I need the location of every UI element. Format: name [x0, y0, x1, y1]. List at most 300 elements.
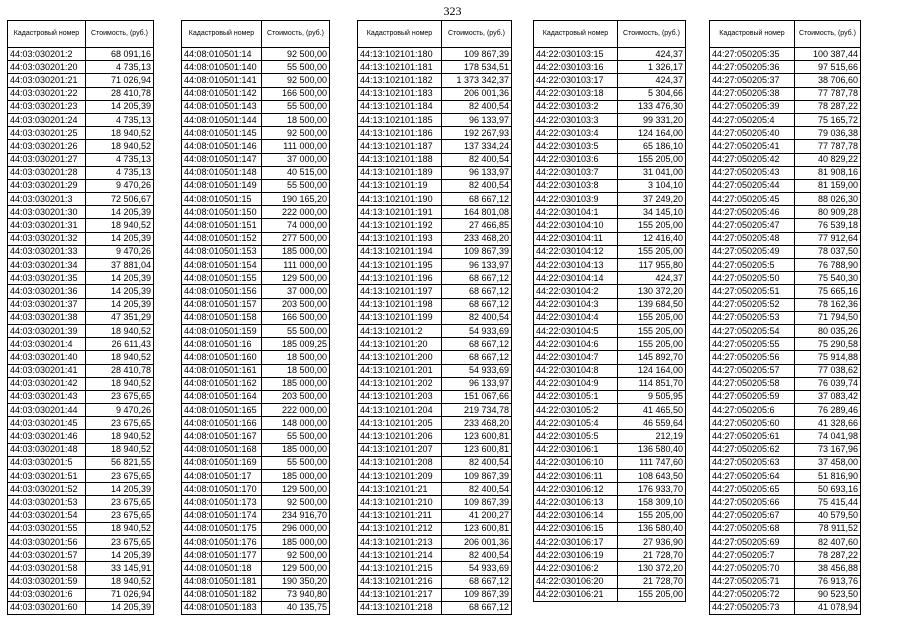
- cadastral-number-cell: 44:03:030201:38: [8, 311, 86, 324]
- cadastral-number-cell: 44:13:102101:217: [358, 588, 442, 601]
- cadastral-number-cell: 44:27:050205:49: [710, 245, 795, 258]
- cadastral-number-cell: 44:03:030201:4: [8, 338, 86, 351]
- cost-cell: 78 162,36: [795, 298, 861, 311]
- table-row: [8, 562, 154, 575]
- cadastral-number-cell: 44:03:030201:40: [8, 351, 86, 364]
- table-row: [358, 74, 512, 87]
- table-row: [710, 232, 861, 245]
- cadastral-number-cell: 44:03:030201:21: [8, 74, 86, 87]
- cadastral-number-cell: 44:27:050205:68: [710, 522, 795, 535]
- cost-cell: 72 506,67: [86, 193, 154, 206]
- table-row: [358, 153, 512, 166]
- table-row: [710, 601, 861, 614]
- cadastral-number-cell: 44:27:050205:48: [710, 232, 795, 245]
- table-row: [8, 219, 154, 232]
- cadastral-number-cell: 44:13:102101:19: [358, 179, 442, 192]
- cadastral-number-cell: 44:08:010501:170: [182, 483, 262, 496]
- table-row: [710, 245, 861, 258]
- table-row: [534, 193, 686, 206]
- cadastral-number-cell: 44:22:030106:17: [534, 535, 618, 548]
- cadastral-number-cell: 44:22:030104:13: [534, 259, 618, 272]
- cadastral-number-cell: 44:03:030201:36: [8, 285, 86, 298]
- cost-cell: 14 205,39: [86, 232, 154, 245]
- cadastral-number-cell: 44:08:010501:146: [182, 140, 262, 153]
- cadastral-number-cell: 44:03:030201:51: [8, 470, 86, 483]
- cost-cell: 82 400,54: [442, 179, 512, 192]
- cost-cell: 55 500,00: [262, 100, 330, 113]
- cadastral-number-cell: 44:13:102101:205: [358, 417, 442, 430]
- table-row: [710, 298, 861, 311]
- table-row: [8, 443, 154, 456]
- cost-cell: 155 205,00: [618, 153, 686, 166]
- cadastral-number-cell: 44:22:030104:3: [534, 298, 618, 311]
- table-row: [182, 601, 330, 614]
- table-row: [358, 113, 512, 126]
- table-row: [534, 562, 686, 575]
- cost-cell: 68 667,12: [442, 351, 512, 364]
- cost-cell: 26 611,43: [86, 338, 154, 351]
- cost-cell: 68 667,12: [442, 285, 512, 298]
- cost-cell: 40 579,50: [795, 509, 861, 522]
- cost-cell: 203 500,00: [262, 298, 330, 311]
- table-row: [710, 588, 861, 601]
- cost-cell: 88 026,30: [795, 193, 861, 206]
- cost-cell: 155 205,00: [618, 588, 686, 601]
- cost-cell: 192 267,93: [442, 127, 512, 140]
- cost-cell: 23 675,65: [86, 496, 154, 509]
- table-row: [8, 601, 154, 614]
- cadastral-number-cell: 44:08:010501:173: [182, 496, 262, 509]
- cost-cell: 277 500,00: [262, 232, 330, 245]
- cost-cell: 80 035,26: [795, 324, 861, 337]
- cost-cell: 108 643,50: [618, 470, 686, 483]
- cost-cell: 18 940,52: [86, 324, 154, 337]
- table-row: [710, 113, 861, 126]
- table-row: [8, 87, 154, 100]
- cadastral-number-cell: 44:03:030201:39: [8, 324, 86, 337]
- table-row: [534, 364, 686, 377]
- cost-cell: 18 940,52: [86, 140, 154, 153]
- cadastral-number-cell: 44:22:030104:8: [534, 364, 618, 377]
- cost-cell: 178 534,51: [442, 61, 512, 74]
- table-row: [710, 193, 861, 206]
- cost-cell: 155 205,00: [618, 219, 686, 232]
- table-row: [534, 430, 686, 443]
- cadastral-number-cell: 44:22:030104:7: [534, 351, 618, 364]
- table-row: [8, 245, 154, 258]
- cadastral-number-cell: 44:03:030201:44: [8, 404, 86, 417]
- cadastral-number-cell: 44:13:102101:216: [358, 575, 442, 588]
- cadastral-number-cell: 44:22:030106:19: [534, 549, 618, 562]
- cost-cell: 145 892,70: [618, 351, 686, 364]
- cost-cell: 151 067,66: [442, 390, 512, 403]
- cadastral-number-cell: 44:08:010501:15: [182, 193, 262, 206]
- table-row: [358, 219, 512, 232]
- cadastral-number-cell: 44:27:050205:58: [710, 377, 795, 390]
- cadastral-number-cell: 44:27:050205:41: [710, 140, 795, 153]
- cost-cell: 71 794,50: [795, 311, 861, 324]
- cost-cell: 129 500,00: [262, 272, 330, 285]
- cost-cell: 41 465,50: [618, 404, 686, 417]
- table-row: [8, 430, 154, 443]
- table-row: [710, 562, 861, 575]
- cadastral-number-cell: 44:27:050205:42: [710, 153, 795, 166]
- table-row: [358, 601, 512, 614]
- cadastral-number-cell: 44:08:010501:176: [182, 535, 262, 548]
- table-row: [358, 377, 512, 390]
- cost-cell: 424,37: [618, 272, 686, 285]
- cadastral-number-cell: 44:08:010501:155: [182, 272, 262, 285]
- cadastral-number-cell: 44:27:050205:39: [710, 100, 795, 113]
- cost-cell: 68 667,12: [442, 575, 512, 588]
- table-row: [710, 153, 861, 166]
- cost-cell: 129 500,00: [262, 483, 330, 496]
- table-row: [358, 232, 512, 245]
- table-row: [534, 127, 686, 140]
- table-row: [534, 483, 686, 496]
- cost-cell: 9 470,26: [86, 245, 154, 258]
- cost-cell: 40 135,75: [262, 601, 330, 614]
- table-row: [182, 456, 330, 469]
- table-row: [182, 113, 330, 126]
- cadastral-number-cell: 44:03:030201:30: [8, 206, 86, 219]
- cost-cell: 55 500,00: [262, 61, 330, 74]
- table-row: [182, 535, 330, 548]
- cost-cell: 129 500,00: [262, 562, 330, 575]
- cost-cell: 424,37: [618, 48, 686, 61]
- cadastral-number-cell: 44:22:030106:14: [534, 509, 618, 522]
- table-row: [710, 549, 861, 562]
- cadastral-number-cell: 44:13:102101:215: [358, 562, 442, 575]
- cadastral-number-cell: 44:08:010501:152: [182, 232, 262, 245]
- table-row: [182, 272, 330, 285]
- cadastral-number-cell: 44:27:050205:67: [710, 509, 795, 522]
- cadastral-number-cell: 44:27:050205:55: [710, 338, 795, 351]
- cadastral-number-cell: 44:13:102101:195: [358, 259, 442, 272]
- cadastral-number-cell: 44:03:030201:29: [8, 179, 86, 192]
- header-cost: Стоимость, (руб.): [442, 21, 512, 48]
- cadastral-number-cell: 44:27:050205:72: [710, 588, 795, 601]
- header-cadastral-number: Кадастровый номер: [710, 21, 795, 48]
- cost-cell: 27 466,85: [442, 219, 512, 232]
- cost-cell: 73 167,96: [795, 443, 861, 456]
- cadastral-number-cell: 44:22:030106:13: [534, 496, 618, 509]
- table-row: [358, 522, 512, 535]
- table-row: [358, 351, 512, 364]
- table-row: [182, 166, 330, 179]
- cost-cell: 18 940,52: [86, 522, 154, 535]
- cadastral-number-cell: 44:27:050205:43: [710, 166, 795, 179]
- cost-cell: 18 940,52: [86, 575, 154, 588]
- cost-cell: 23 675,65: [86, 417, 154, 430]
- table-row: [534, 311, 686, 324]
- table-row: [182, 140, 330, 153]
- cost-cell: 76 913,76: [795, 575, 861, 588]
- cadastral-number-cell: 44:03:030201:53: [8, 496, 86, 509]
- table-row: [182, 87, 330, 100]
- table-row: [182, 61, 330, 74]
- cadastral-number-cell: 44:08:010501:149: [182, 179, 262, 192]
- cadastral-number-cell: 44:13:102101:181: [358, 61, 442, 74]
- table-row: [8, 113, 154, 126]
- cadastral-number-cell: 44:08:010501:18: [182, 562, 262, 575]
- cost-cell: 96 133,97: [442, 259, 512, 272]
- cadastral-number-cell: 44:22:030103:9: [534, 193, 618, 206]
- cost-cell: 219 734,78: [442, 404, 512, 417]
- cadastral-number-cell: 44:03:030201:24: [8, 113, 86, 126]
- cost-cell: 5 304,66: [618, 87, 686, 100]
- cost-cell: 75 914,88: [795, 351, 861, 364]
- table-row: [534, 338, 686, 351]
- cadastral-number-cell: 44:08:010501:16: [182, 338, 262, 351]
- table-row: [534, 390, 686, 403]
- cost-cell: 41 200,27: [442, 509, 512, 522]
- cost-cell: 18 940,52: [86, 377, 154, 390]
- cadastral-number-cell: 44:22:030106:20: [534, 575, 618, 588]
- cost-cell: 81 159,00: [795, 179, 861, 192]
- table-row: [710, 61, 861, 74]
- cost-cell: 9 505,95: [618, 390, 686, 403]
- table-row: [182, 549, 330, 562]
- table-row: [8, 140, 154, 153]
- table-row: [710, 219, 861, 232]
- table-row: [8, 285, 154, 298]
- table-row: [8, 74, 154, 87]
- cadastral-number-cell: 44:27:050205:46: [710, 206, 795, 219]
- table-row: [8, 575, 154, 588]
- cadastral-number-cell: 44:27:050205:56: [710, 351, 795, 364]
- table-row: [8, 311, 154, 324]
- table-header-row: [182, 21, 330, 48]
- cadastral-number-cell: 44:22:030106:11: [534, 470, 618, 483]
- table-row: [534, 470, 686, 483]
- cadastral-number-cell: 44:03:030201:37: [8, 298, 86, 311]
- cost-cell: 56 821,55: [86, 456, 154, 469]
- table-row: [182, 232, 330, 245]
- cost-cell: 155 205,00: [618, 324, 686, 337]
- cadastral-number-cell: 44:03:030201:22: [8, 87, 86, 100]
- cost-cell: 28 410,78: [86, 364, 154, 377]
- table-row: [182, 509, 330, 522]
- cost-cell: 18 940,52: [86, 351, 154, 364]
- cost-cell: 71 026,94: [86, 74, 154, 87]
- cadastral-number-cell: 44:13:102101:189: [358, 166, 442, 179]
- cost-cell: 54 933,69: [442, 364, 512, 377]
- cost-cell: 55 500,00: [262, 324, 330, 337]
- table-row: [358, 245, 512, 258]
- cost-cell: 18 940,52: [86, 127, 154, 140]
- cadastral-number-cell: 44:08:010501:140: [182, 61, 262, 74]
- cost-cell: 96 133,97: [442, 377, 512, 390]
- cost-cell: 97 515,66: [795, 61, 861, 74]
- table-row: [358, 496, 512, 509]
- table-row: [8, 61, 154, 74]
- table-row: [710, 430, 861, 443]
- table-row: [182, 430, 330, 443]
- cadastral-number-cell: 44:03:030201:57: [8, 549, 86, 562]
- cost-cell: 76 039,74: [795, 377, 861, 390]
- cost-cell: 139 684,50: [618, 298, 686, 311]
- cost-cell: 77 787,78: [795, 140, 861, 153]
- cost-cell: 185 000,00: [262, 443, 330, 456]
- cadastral-number-cell: 44:27:050205:57: [710, 364, 795, 377]
- cost-cell: 37 000,00: [262, 285, 330, 298]
- cadastral-number-cell: 44:27:050205:6: [710, 404, 795, 417]
- table-row: [182, 100, 330, 113]
- cost-cell: 82 400,54: [442, 483, 512, 496]
- cost-cell: 37 000,00: [262, 153, 330, 166]
- cadastral-number-cell: 44:22:030104:10: [534, 219, 618, 232]
- cost-cell: 75 415,44: [795, 496, 861, 509]
- cost-cell: 4 735,13: [86, 166, 154, 179]
- table-row: [358, 193, 512, 206]
- cadastral-table: [357, 20, 512, 615]
- cost-cell: 14 205,39: [86, 285, 154, 298]
- cadastral-number-cell: 44:03:030201:33: [8, 245, 86, 258]
- cadastral-number-cell: 44:13:102101:201: [358, 364, 442, 377]
- table-row: [358, 535, 512, 548]
- cost-cell: 14 205,39: [86, 483, 154, 496]
- cost-cell: 4 735,13: [86, 113, 154, 126]
- cadastral-number-cell: 44:08:010501:166: [182, 417, 262, 430]
- cadastral-number-cell: 44:22:030106:12: [534, 483, 618, 496]
- table-row: [358, 166, 512, 179]
- table-row: [182, 259, 330, 272]
- table-row: [710, 311, 861, 324]
- cadastral-number-cell: 44:22:030103:8: [534, 179, 618, 192]
- cadastral-number-cell: 44:27:050205:47: [710, 219, 795, 232]
- table-row: [710, 140, 861, 153]
- cadastral-number-cell: 44:08:010501:148: [182, 166, 262, 179]
- cadastral-number-cell: 44:27:050205:52: [710, 298, 795, 311]
- cost-cell: 148 000,00: [262, 417, 330, 430]
- table-row: [8, 232, 154, 245]
- cadastral-number-cell: 44:13:102101:198: [358, 298, 442, 311]
- cadastral-number-cell: 44:13:102101:211: [358, 509, 442, 522]
- cost-cell: 123 600,81: [442, 522, 512, 535]
- table-row: [534, 179, 686, 192]
- table-row: [534, 285, 686, 298]
- page-number: 323: [443, 4, 462, 18]
- table-row: [358, 338, 512, 351]
- cost-cell: 114 851,70: [618, 377, 686, 390]
- cost-cell: 424,37: [618, 74, 686, 87]
- cost-cell: 68 667,12: [442, 338, 512, 351]
- cost-cell: 74 000,00: [262, 219, 330, 232]
- table-row: [182, 193, 330, 206]
- cost-cell: 78 911,52: [795, 522, 861, 535]
- cadastral-number-cell: 44:08:010501:141: [182, 74, 262, 87]
- cost-cell: 14 205,39: [86, 206, 154, 219]
- table-row: [8, 272, 154, 285]
- table-row: [710, 417, 861, 430]
- cadastral-number-cell: 44:22:030103:3: [534, 113, 618, 126]
- cadastral-number-cell: 44:03:030201:59: [8, 575, 86, 588]
- table-row: [710, 285, 861, 298]
- cadastral-number-cell: 44:22:030103:15: [534, 48, 618, 61]
- table-row: [358, 61, 512, 74]
- table-header-row: [534, 21, 686, 48]
- table-row: [534, 324, 686, 337]
- table-row: [534, 113, 686, 126]
- table-row: [358, 549, 512, 562]
- table-row: [534, 61, 686, 74]
- cost-cell: 185 000,00: [262, 535, 330, 548]
- table-row: [182, 127, 330, 140]
- cost-cell: 77 787,78: [795, 87, 861, 100]
- cadastral-number-cell: 44:13:102101:197: [358, 285, 442, 298]
- cost-cell: 23 675,65: [86, 390, 154, 403]
- cadastral-number-cell: 44:27:050205:71: [710, 575, 795, 588]
- cost-cell: 68 667,12: [442, 298, 512, 311]
- table-row: [182, 311, 330, 324]
- table-row: [8, 496, 154, 509]
- table-row: [358, 509, 512, 522]
- table-row: [8, 206, 154, 219]
- table-row: [358, 456, 512, 469]
- cadastral-number-cell: 44:27:050205:45: [710, 193, 795, 206]
- cadastral-number-cell: 44:27:050205:61: [710, 430, 795, 443]
- cadastral-number-cell: 44:08:010501:157: [182, 298, 262, 311]
- cost-cell: 14 205,39: [86, 601, 154, 614]
- cadastral-table: [7, 20, 154, 615]
- table-row: [358, 588, 512, 601]
- cadastral-number-cell: 44:08:010501:17: [182, 470, 262, 483]
- cost-cell: 23 675,65: [86, 535, 154, 548]
- table-row: [710, 509, 861, 522]
- cadastral-number-cell: 44:22:030106:1: [534, 443, 618, 456]
- cadastral-number-cell: 44:03:030201:56: [8, 535, 86, 548]
- table-row: [534, 100, 686, 113]
- cadastral-number-cell: 44:08:010501:147: [182, 153, 262, 166]
- cost-cell: 155 205,00: [618, 338, 686, 351]
- table-row: [182, 417, 330, 430]
- table-row: [534, 298, 686, 311]
- cadastral-number-cell: 44:13:102101:194: [358, 245, 442, 258]
- table-row: [534, 206, 686, 219]
- cadastral-number-cell: 44:13:102101:212: [358, 522, 442, 535]
- cost-cell: 55 500,00: [262, 456, 330, 469]
- cost-cell: 54 933,69: [442, 324, 512, 337]
- table-row: [8, 127, 154, 140]
- table-row: [8, 324, 154, 337]
- cadastral-number-cell: 44:03:030201:6: [8, 588, 86, 601]
- cadastral-number-cell: 44:03:030201:2: [8, 48, 86, 61]
- cost-cell: 73 940,80: [262, 588, 330, 601]
- table-row: [8, 166, 154, 179]
- cost-cell: 38 456,88: [795, 562, 861, 575]
- cost-cell: 92 500,00: [262, 48, 330, 61]
- cadastral-number-cell: 44:08:010501:181: [182, 575, 262, 588]
- table-row: [534, 272, 686, 285]
- table-row: [358, 100, 512, 113]
- cost-cell: 136 580,40: [618, 522, 686, 535]
- cadastral-number-cell: 44:08:010501:160: [182, 351, 262, 364]
- table-row: [534, 549, 686, 562]
- table-row: [8, 522, 154, 535]
- cadastral-number-cell: 44:03:030201:20: [8, 61, 86, 74]
- table-row: [534, 377, 686, 390]
- table-row: [182, 496, 330, 509]
- cadastral-number-cell: 44:03:030201:31: [8, 219, 86, 232]
- cadastral-number-cell: 44:08:010501:143: [182, 100, 262, 113]
- table-row: [8, 100, 154, 113]
- table-row: [182, 588, 330, 601]
- cadastral-number-cell: 44:27:050205:54: [710, 324, 795, 337]
- cadastral-number-cell: 44:27:050205:70: [710, 562, 795, 575]
- table-row: [534, 509, 686, 522]
- table-row: [182, 443, 330, 456]
